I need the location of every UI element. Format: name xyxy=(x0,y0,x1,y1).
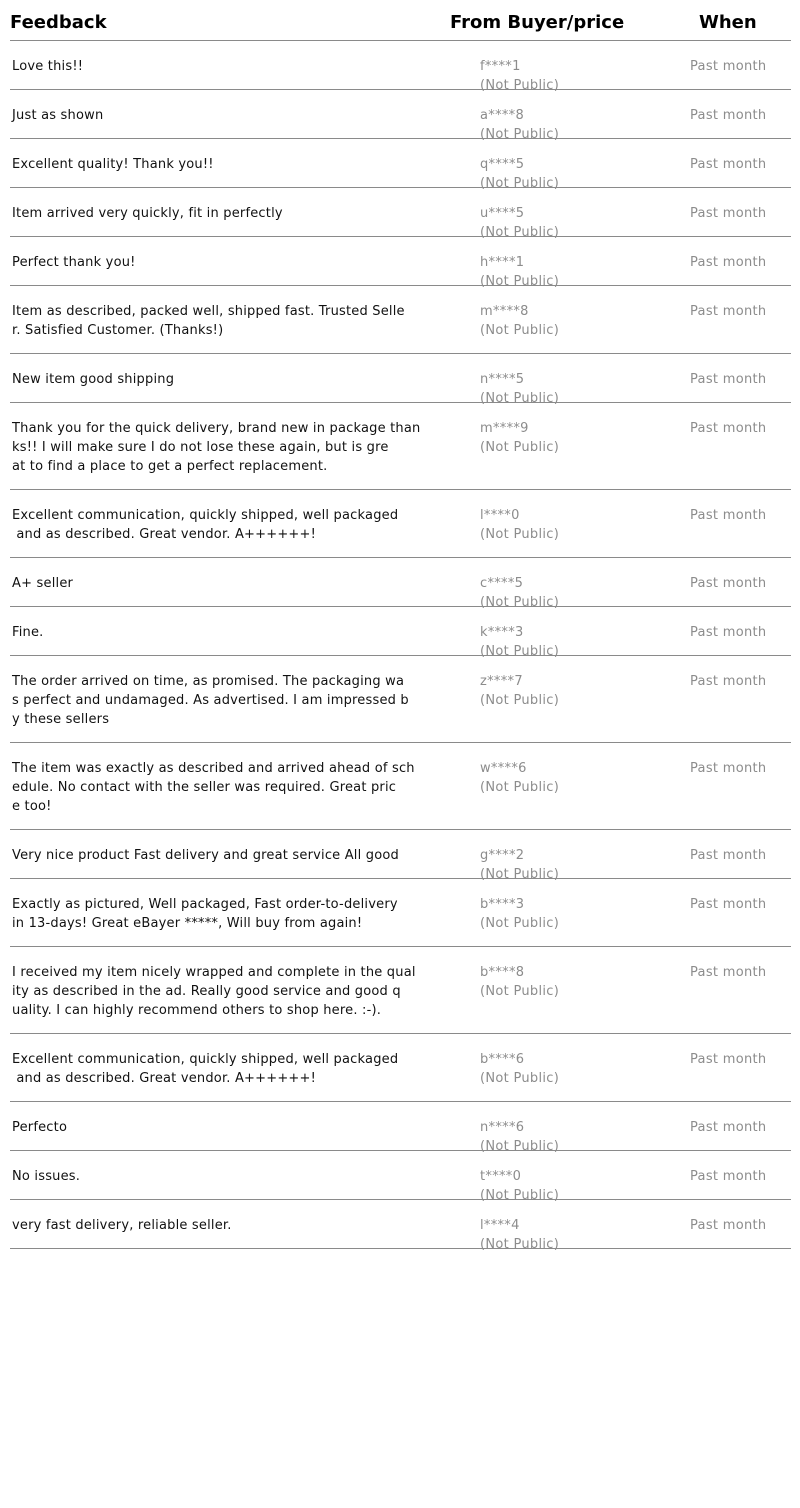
feedback-text: The item was exactly as described and arrived ahead of sch edule. No contact with the seller was required. Great pric e too! xyxy=(12,761,415,814)
buyer-cell xyxy=(480,1216,559,1254)
when-value: Past month xyxy=(690,965,767,980)
buyer-id: n****6 xyxy=(480,1120,525,1135)
when-value: Past month xyxy=(690,1052,767,1067)
price-value: (Not Public) xyxy=(480,867,560,882)
feedback-text: Item arrived very quickly, fit in perfectly xyxy=(12,206,283,221)
table-row xyxy=(10,237,791,289)
feedback-text: The order arrived on time, as promised. The packaging wa s perfect and undamaged. As advertised. I am impressed b y these sellers xyxy=(12,674,409,727)
feedback-text: Exactly as pictured, Well packaged, Fast order-to-delivery in 13-days! Great eBayer *****, Will buy from again! xyxy=(12,897,398,931)
feedback-text: Perfecto xyxy=(12,1120,68,1135)
price-value: (Not Public) xyxy=(480,1139,560,1154)
table-row xyxy=(10,830,791,882)
when-value: Past month xyxy=(690,897,767,912)
price-value: (Not Public) xyxy=(480,595,560,610)
from-buyer-price-column-header: From Buyer/price xyxy=(450,12,625,33)
price-value: (Not Public) xyxy=(480,274,560,289)
buyer-id: b****8 xyxy=(480,965,525,980)
feedback-text: A+ seller xyxy=(12,576,74,591)
buyer-cell xyxy=(480,302,559,340)
feedback-text: Excellent quality! Thank you!! xyxy=(12,157,214,172)
table-row xyxy=(10,1151,791,1203)
buyer-id: m****8 xyxy=(480,304,529,319)
table-row xyxy=(10,743,791,830)
feedback-text: Very nice product Fast delivery and great service All good xyxy=(12,848,399,863)
buyer-id: t****0 xyxy=(480,1169,522,1184)
price-value: (Not Public) xyxy=(480,693,560,708)
when-value: Past month xyxy=(690,761,767,776)
table-row xyxy=(10,403,791,490)
table-row xyxy=(10,656,791,743)
buyer-id: w****6 xyxy=(480,761,527,776)
when-value: Past month xyxy=(690,576,767,591)
table-row xyxy=(10,1034,791,1102)
when-column-header: When xyxy=(699,12,757,33)
table-row xyxy=(10,1102,791,1154)
price-value: (Not Public) xyxy=(480,78,560,93)
when-value: Past month xyxy=(690,421,767,436)
table-row xyxy=(10,1200,791,1252)
price-value: (Not Public) xyxy=(480,323,560,338)
feedback-column-header: Feedback xyxy=(10,12,107,33)
table-row xyxy=(10,286,791,354)
buyer-id: m****9 xyxy=(480,421,529,436)
when-value: Past month xyxy=(690,304,767,319)
when-value: Past month xyxy=(690,108,767,123)
price-value: (Not Public) xyxy=(480,780,560,795)
price-value: (Not Public) xyxy=(480,916,560,931)
buyer-id: b****3 xyxy=(480,897,525,912)
price-value: (Not Public) xyxy=(480,644,560,659)
buyer-cell xyxy=(480,506,559,544)
when-value: Past month xyxy=(690,1169,767,1184)
buyer-cell xyxy=(480,419,559,457)
feedback-text: No issues. xyxy=(12,1169,81,1184)
price-value: (Not Public) xyxy=(480,1071,560,1086)
table-row xyxy=(10,490,791,558)
table-row xyxy=(10,188,791,240)
buyer-cell xyxy=(480,963,559,1001)
buyer-cell xyxy=(480,672,559,710)
buyer-id: k****3 xyxy=(480,625,524,640)
buyer-id: a****8 xyxy=(480,108,525,123)
table-row xyxy=(10,354,791,406)
when-value: Past month xyxy=(690,372,767,387)
table-row xyxy=(10,879,791,947)
buyer-id: f****1 xyxy=(480,59,521,74)
price-value: (Not Public) xyxy=(480,440,560,455)
buyer-id: c****5 xyxy=(480,576,524,591)
when-value: Past month xyxy=(690,1120,767,1135)
feedback-text: New item good shipping xyxy=(12,372,175,387)
table-row xyxy=(10,607,791,659)
buyer-id: q****5 xyxy=(480,157,525,172)
price-value: (Not Public) xyxy=(480,391,560,406)
feedback-text: Fine. xyxy=(12,625,44,640)
buyer-id: u****5 xyxy=(480,206,525,221)
buyer-id: g****2 xyxy=(480,848,525,863)
when-value: Past month xyxy=(690,508,767,523)
buyer-id: n****5 xyxy=(480,372,525,387)
feedback-table xyxy=(10,0,791,1252)
table-row xyxy=(10,558,791,610)
price-value: (Not Public) xyxy=(480,225,560,240)
buyer-id: h****1 xyxy=(480,255,525,270)
when-value: Past month xyxy=(690,206,767,221)
when-value: Past month xyxy=(690,848,767,863)
buyer-cell xyxy=(480,1050,559,1088)
feedback-text: Just as shown xyxy=(12,108,104,123)
price-value: (Not Public) xyxy=(480,1188,560,1203)
when-value: Past month xyxy=(690,674,767,689)
feedback-text: Excellent communication, quickly shipped, well packaged and as described. Great vendor. A++++++! xyxy=(12,508,399,542)
when-value: Past month xyxy=(690,59,767,74)
feedback-text: I received my item nicely wrapped and complete in the qual ity as described in the ad. Really good service and good q uality. I can highly recommend others to shop here. :-). xyxy=(12,965,416,1018)
feedback-text: Thank you for the quick delivery, brand new in package than ks!! I will make sure I do not lose these again, but is gre at to find a place to get a perfect replacement. xyxy=(12,421,421,474)
table-row xyxy=(10,947,791,1034)
price-value: (Not Public) xyxy=(480,527,560,542)
table-row xyxy=(10,90,791,142)
table-header xyxy=(10,0,791,41)
when-value: Past month xyxy=(690,157,767,172)
buyer-id: b****6 xyxy=(480,1052,525,1067)
buyer-id: l****0 xyxy=(480,508,520,523)
when-value: Past month xyxy=(690,1218,767,1233)
when-value: Past month xyxy=(690,625,767,640)
price-value: (Not Public) xyxy=(480,984,560,999)
price-value: (Not Public) xyxy=(480,176,560,191)
when-value: Past month xyxy=(690,255,767,270)
buyer-id: l****4 xyxy=(480,1218,520,1233)
buyer-cell xyxy=(480,895,559,933)
feedback-text: Item as described, packed well, shipped fast. Trusted Selle r. Satisfied Customer. (Thanks!) xyxy=(12,304,405,338)
buyer-cell xyxy=(480,759,559,797)
table-row xyxy=(10,41,791,93)
price-value: (Not Public) xyxy=(480,1237,560,1252)
buyer-id: z****7 xyxy=(480,674,523,689)
table-row xyxy=(10,139,791,191)
feedback-text: Perfect thank you! xyxy=(12,255,136,270)
price-value: (Not Public) xyxy=(480,127,560,142)
feedback-text: Love this!! xyxy=(12,59,84,74)
feedback-text: very fast delivery, reliable seller. xyxy=(12,1218,232,1233)
feedback-text: Excellent communication, quickly shipped, well packaged and as described. Great vendor. A++++++! xyxy=(12,1052,399,1086)
